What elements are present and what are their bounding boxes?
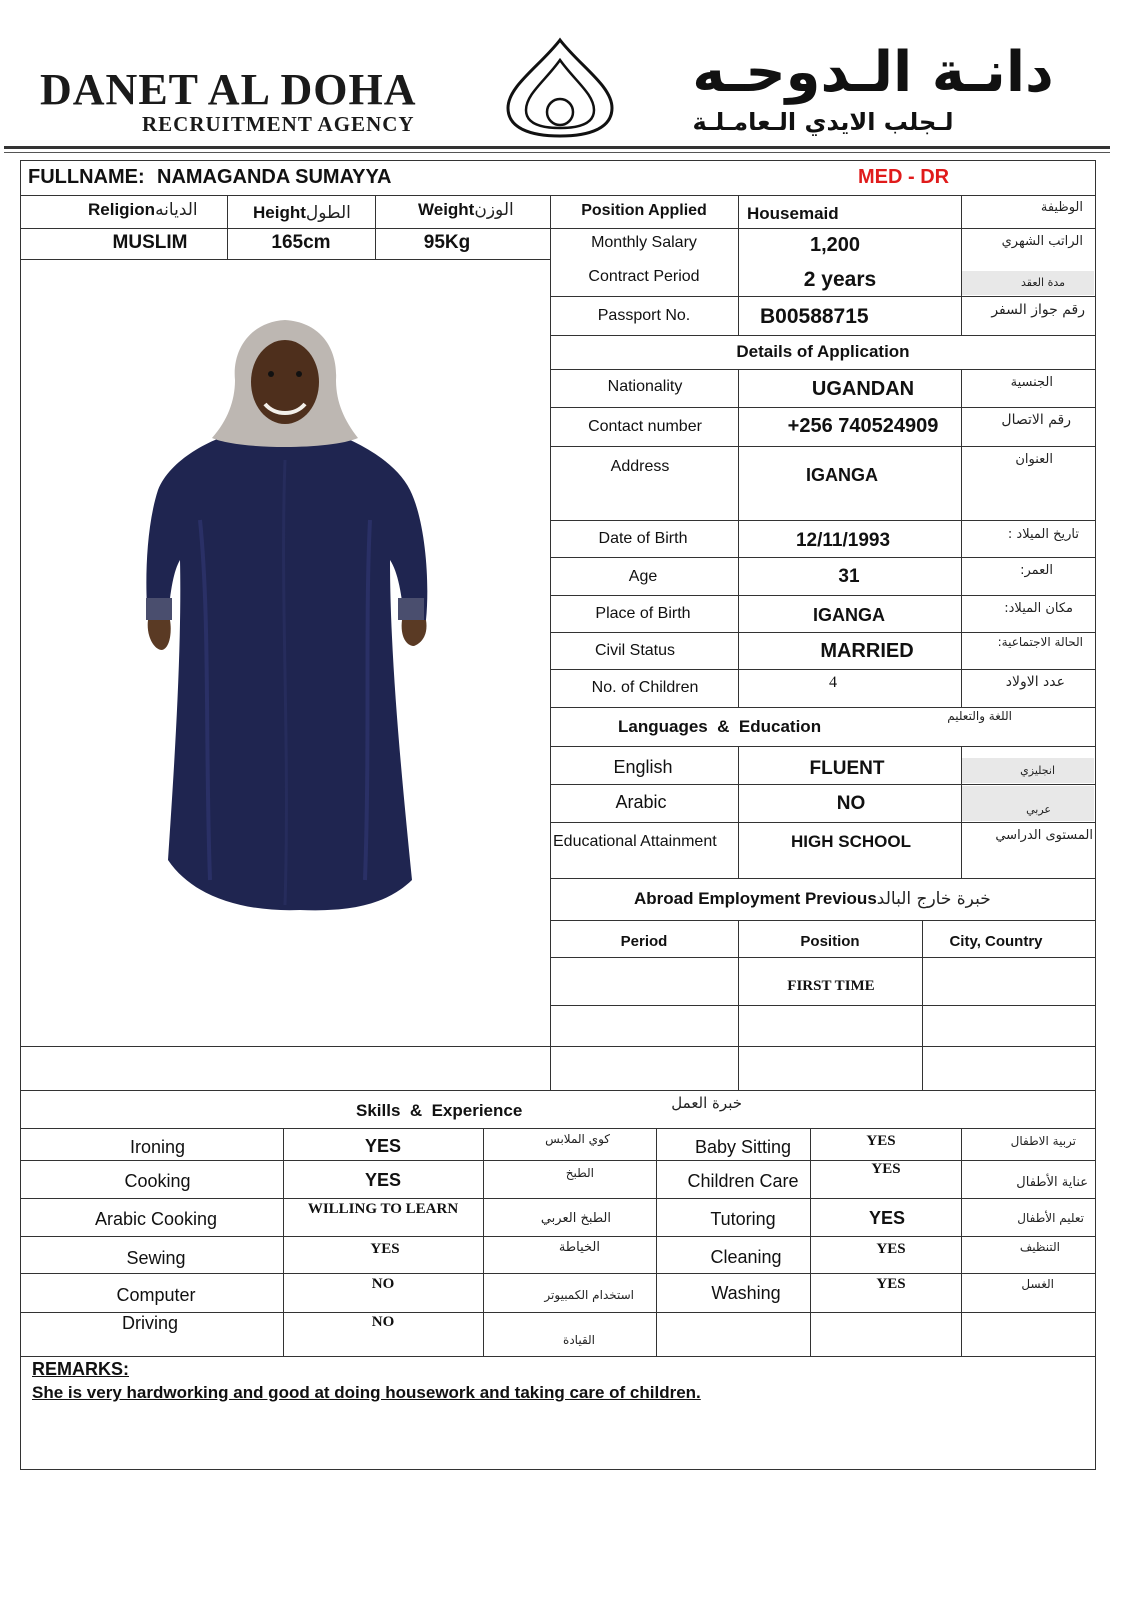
arabic-value: NO [836,793,866,814]
skill-driving-value: NO [371,1314,395,1330]
abroad-row1-position: FIRST TIME [787,978,875,994]
english-value: FLUENT [809,758,885,779]
skill-ironing-value: YES [364,1136,402,1156]
height-header [253,203,351,223]
place-of-birth-value: IGANGA [813,605,885,625]
languages-title-ar: اللغة والتعليم [947,709,1012,723]
contract-period-ar: مدة العقد [1021,276,1065,289]
skill-ironing-ar: كوي الملابس [545,1132,610,1146]
height-label: Height [253,203,306,222]
age-value: 31 [838,566,860,587]
contract-period-value: 2 years [803,268,877,291]
weight-value: 95Kg [423,232,471,253]
address-value: IGANGA [806,465,878,485]
skill-children-care-label: Children Care [687,1171,799,1191]
arabic-label: Arabic [615,792,667,812]
abroad-title-ar: خبرة خارج البالد [876,889,991,909]
civil-status-label: Civil Status [594,642,676,659]
skill-computer-label: Computer [116,1285,196,1305]
skills-title: Skills & Experience [356,1101,523,1120]
monthly-salary-ar: الراتب الشهري [1001,234,1083,249]
agency-name: DANET AL DOHA [40,65,417,114]
remarks-text: She is very hardworking and good at doing housework and taking care of children. [32,1383,701,1402]
position-applied-value: Housemaid [747,204,839,223]
skill-cooking-value: YES [364,1170,402,1190]
abroad-header-position: Position [800,933,860,950]
monthly-salary-label: Monthly Salary [591,234,697,251]
skill-sewing-label: Sewing [126,1248,186,1268]
agency-logo [500,36,620,140]
skill-sewing-ar: الخياطة [558,1240,600,1255]
religion-label: Religion [88,200,156,219]
place-of-birth-ar: مكان الميلاد: [1004,601,1073,616]
education-label: Educational Attainment [553,833,717,850]
nationality-value: UGANDAN [811,378,915,400]
agency-arabic-subtitle: لـجلب الايدي الـعامـلـة [692,108,954,136]
dob-label: Date of Birth [598,530,688,547]
skill-cleaning-label: Cleaning [710,1247,782,1267]
abroad-header-period: Period [620,933,668,950]
skill-computer-value: NO [371,1276,395,1292]
education-value: HIGH SCHOOL [791,832,911,851]
remarks-label: REMARKS: [32,1359,129,1379]
weight-label-ar: الوزن [474,200,514,220]
children-ar: عدد الاولاد [1005,674,1065,690]
skill-arabic-cooking-ar: الطبخ العربي [540,1211,611,1226]
arabic-ar: عربي [1026,803,1051,816]
skill-baby-sitting-ar: تربية الاطفال [1010,1134,1076,1148]
skill-driving-label: Driving [121,1313,178,1333]
civil-status-ar: الحالة الاجتماعية: [997,635,1083,649]
contract-period-label: Contract Period [588,268,700,285]
skill-cleaning-value: YES [876,1241,906,1257]
skill-children-care-value: YES [871,1161,901,1177]
skill-cooking-label: Cooking [124,1171,191,1191]
skill-washing-label: Washing [711,1283,781,1303]
children-value: 4 [829,674,837,691]
skill-arabic-cooking-value: WILLING TO LEARN [307,1201,459,1217]
civil-status-value: MARRIED [820,640,914,662]
skill-arabic-cooking-label: Arabic Cooking [94,1209,218,1229]
height-value: 165cm [271,232,331,253]
position-applied-ar: الوظيفة [1040,200,1083,215]
weight-label: Weight [418,200,475,219]
nationality-ar: الجنسية [1010,375,1053,390]
abroad-header-city: City, Country [949,933,1043,950]
age-ar: العمر: [1020,563,1053,578]
skill-tutoring-ar: تعليم الأطفال [1017,1211,1084,1225]
fullname-label: FULLNAME: [28,166,145,188]
dob-ar: تاريخ الميلاد : [1007,527,1079,542]
skills-title-ar: خبرة العمل [671,1094,742,1112]
skill-ironing-label: Ironing [129,1137,186,1157]
religion-header [88,200,198,220]
contact-ar: رقم الاتصال [1001,412,1071,428]
languages-title: Languages & Education [618,717,822,736]
skill-computer-ar: استخدام الكمبيوتر [544,1288,634,1302]
details-title: Details of Application [736,342,910,361]
weight-header [418,200,514,220]
contact-value: +256 740524909 [787,415,939,437]
skill-children-care-ar: عناية الأطفال [1016,1175,1088,1190]
abroad-title-en: Abroad Employment Previous [634,889,877,908]
children-label: No. of Children [591,679,699,696]
agency-arabic-name: دانـة الـدوحـه [692,40,1054,105]
address-label: Address [610,458,670,475]
dob-value: 12/11/1993 [795,530,891,551]
header-divider-thin [4,152,1110,153]
skill-baby-sitting-value: YES [866,1133,896,1149]
applicant-code: MED - DR [858,166,950,188]
english-label: English [613,757,673,777]
header-divider [4,146,1110,149]
passport-label: Passport No. [597,307,691,324]
religion-label-ar: الديانه [155,200,198,220]
skill-tutoring-value: YES [868,1208,906,1228]
skill-baby-sitting-label: Baby Sitting [694,1137,792,1157]
contact-label: Contact number [588,418,702,435]
religion-value: MUSLIM [112,232,188,253]
agency-subtitle: RECRUITMENT AGENCY [142,112,415,136]
address-ar: العنوان [1015,452,1053,467]
passport-value: B00588715 [760,305,869,328]
skill-washing-ar: الغسل [1021,1277,1054,1291]
place-of-birth-label: Place of Birth [595,605,691,622]
position-applied-label: Position Applied [581,202,707,219]
age-label: Age [628,568,658,585]
abroad-title [634,889,991,909]
skill-driving-ar: القيادة [563,1333,595,1347]
fullname-value: NAMAGANDA SUMAYYA [157,166,392,188]
skill-cleaning-ar: التنظيف [1019,1240,1060,1254]
applicant-photo [140,320,430,940]
skill-washing-value: YES [876,1276,906,1292]
passport-ar: رقم جواز السفر [991,302,1085,318]
skill-sewing-value: YES [370,1241,400,1257]
english-ar: انجليزي [1020,764,1055,777]
education-ar: المستوى الدراسي [995,828,1093,843]
skill-tutoring-label: Tutoring [710,1209,776,1229]
monthly-salary-value: 1,200 [809,234,861,256]
nationality-label: Nationality [607,378,683,395]
skill-cooking-ar: الطبخ [565,1166,594,1180]
height-label-ar: الطول [305,203,351,223]
